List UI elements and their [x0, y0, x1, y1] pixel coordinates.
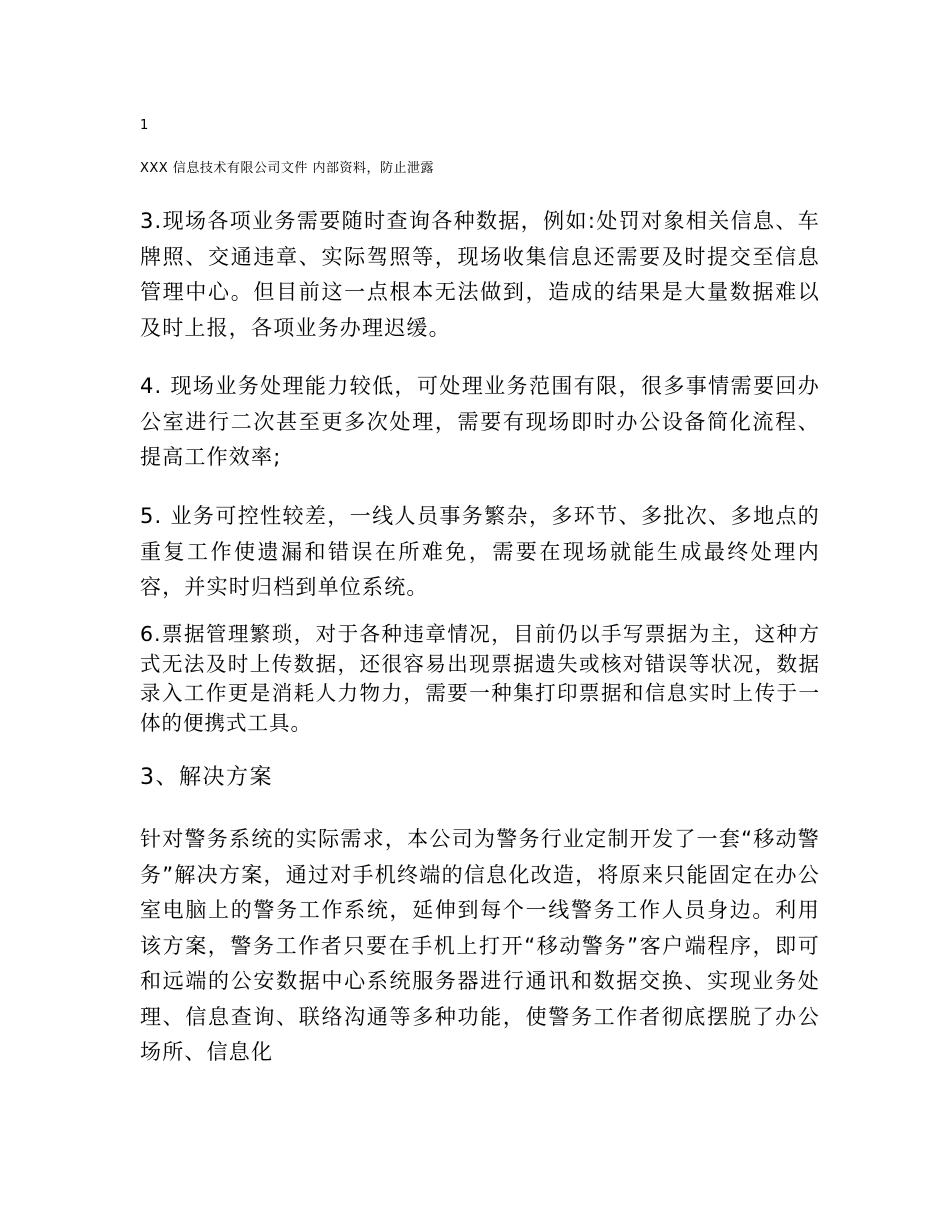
paragraph-item-4: 4. 现场业务处理能力较低，可处理业务范围有限，很多事情需要回办公室进行二次甚至更多次处理，需要有现场即时办公设备简化流程、提高工作效率;	[140, 374, 820, 469]
section-title: 3、解决方案	[140, 765, 273, 790]
paragraph-item-6: 6.票据管理繁琐，对于各种违章情况，目前仍以手写票据为主，这种方式无法及时上传数据，还很容易出现票据遗失或核对错误等状况，数据录入工作更是消耗人力物力，需要一种集打印票据和信息实时上传于一体的便携式工具。	[140, 622, 820, 735]
paragraph-item-3: 3.现场各项业务需要随时查询各种数据，例如:处罚对象相关信息、车牌照、交通违章、实际驾照等，现场收集信息还需要及时提交至信息管理中心。但目前这一点根本无法做到，造成的结果是大量数据难以及时上报，各项业务办理迟缓。	[140, 209, 820, 340]
section-body: 针对警务系统的实际需求，本公司为警务行业定制开发了一套“移动警务”解决方案，通过对手机终端的信息化改造，将原来只能固定在办公室电脑上的警务工作系统，延伸到每个一线警务工作人员身边。利用该方案，警务工作者只要在手机上打开“移动警务”客户端程序，即可和远端的公安数据中心系统服务器进行通讯和数据交换、实现业务处理、信息查询、联络沟通等多种功能，使警务工作者彻底摆脱了办公场所、信息化	[140, 827, 820, 1064]
document-header: XXX 信息技术有限公司文件 内部资料，防止泄露	[140, 161, 434, 176]
page-number: 1	[140, 118, 149, 133]
paragraph-item-5: 5. 业务可控性较差，一线人员事务繁杂，多环节、多批次、多地点的重复工作使遗漏和错误在所难免，需要在现场就能生成最终处理内容，并实时归档到单位系统。	[140, 504, 820, 599]
